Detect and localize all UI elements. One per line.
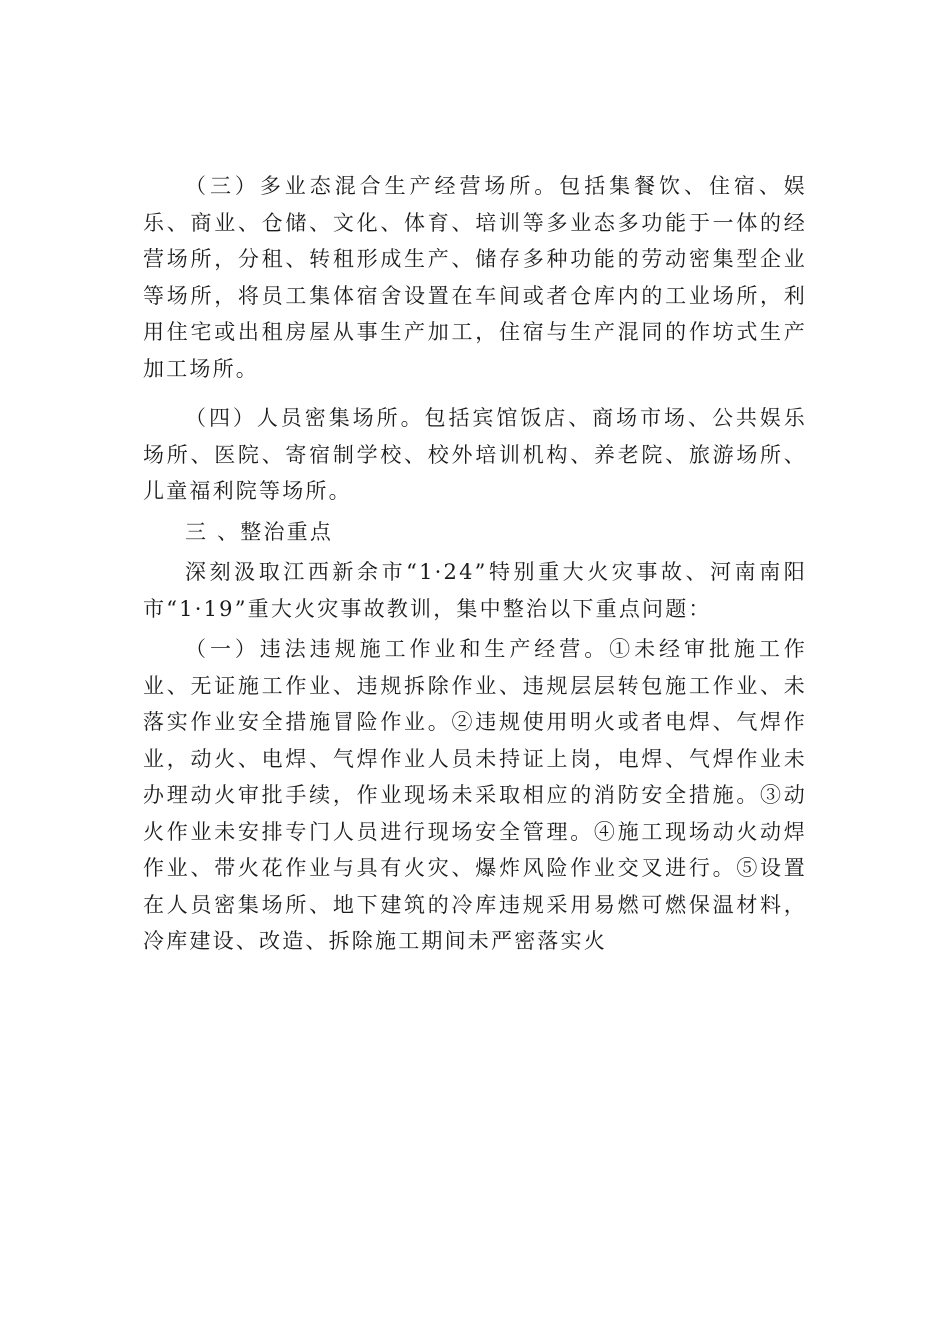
section-heading-key-points: 三 、整治重点 <box>185 519 334 544</box>
paragraph-mixed-use-premises: （三）多业态混合生产经营场所。包括集餐饮、住宿、娱乐、商业、仓储、文化、体育、培训等多业态多功能于一体的经营场所，分租、转租形成生产、储存多种功能的劳动密集型企业等场所，将员工集体宿舍设置在车间或者仓库内的工业场所，利用住宅或出租房屋从事生产加工，住宿与生产混同的作坊式生产加工场所。 <box>143 174 807 381</box>
paragraph-lessons-learned: 深刻汲取江西新余市“1·24”特别重大火灾事故、河南南阳市“1·19”重大火灾事故教训，集中整治以下重点问题： <box>143 560 807 621</box>
paragraph-crowded-places: （四）人员密集场所。包括宾馆饭店、商场市场、公共娱乐场所、医院、寄宿制学校、校外培训机构、养老院、旅游场所、儿童福利院等场所。 <box>143 406 807 503</box>
paragraph-illegal-construction: （一）违法违规施工作业和生产经营。①未经审批施工作业、无证施工作业、违规拆除作业、违规层层转包施工作业、未落实作业安全措施冒险作业。②违规使用明火或者电焊、气焊作业，动火、电焊、气焊作业人员未持证上岗，电焊、气焊作业未办理动火审批手续，作业现场未采取相应的消防安全措施。③动火作业未安排专门人员进行现场安全管理。④施工现场动火动焊作业、带火花作业与具有火灾、爆炸风险作业交叉进行。⑤设置在人员密集场所、地下建筑的冷库违规采用易燃可燃保温材料，冷库建设、改造、拆除施工期间未严密落实火 <box>143 637 807 953</box>
document-body <box>143 168 807 960</box>
